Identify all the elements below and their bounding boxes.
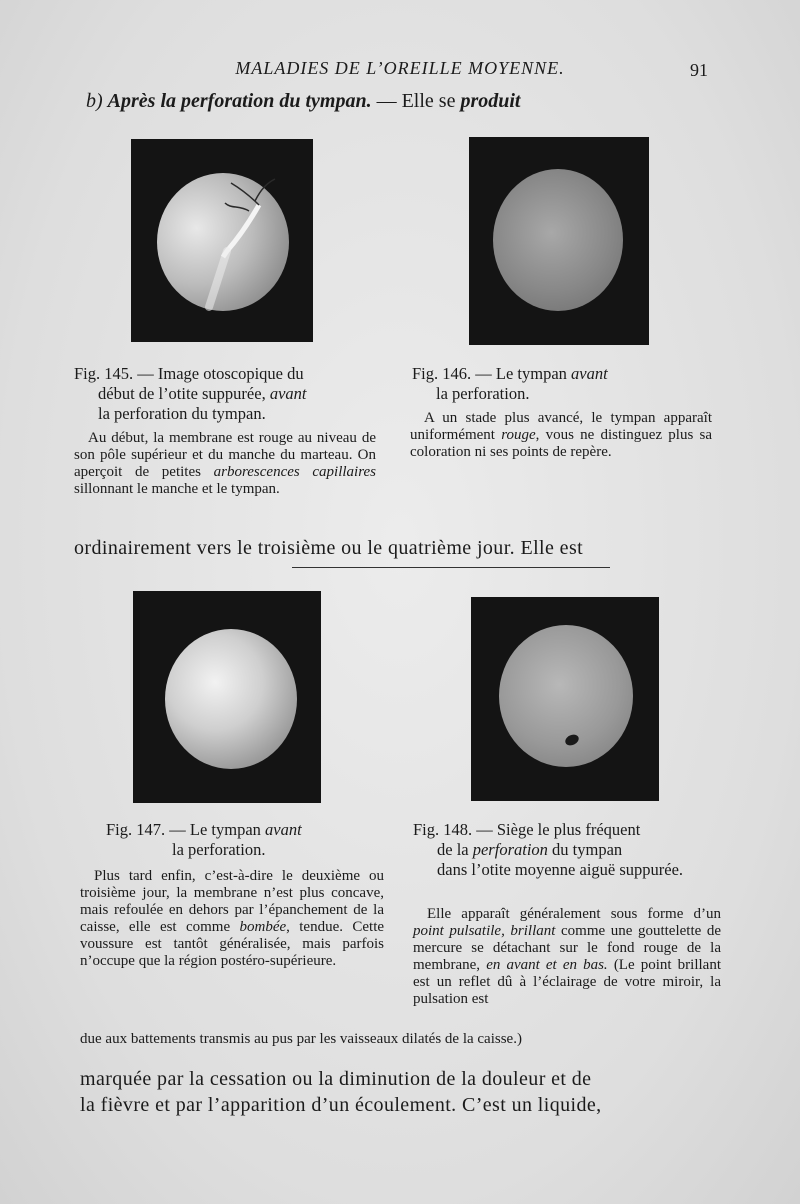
fig148-desc-em2: en avant et en bas. [486, 957, 608, 973]
figure-147-caption [106, 820, 396, 860]
figure-146-plate [469, 137, 649, 345]
fig146-desc-text-b: , vous ne distinguez plus sa coloration ni ses points de repère. [410, 427, 713, 460]
fig148-desc-em1: point pulsatile, brillant [413, 923, 556, 939]
fig145-desc-text-b: sillonnant le manche et le tympan. [74, 481, 280, 497]
fig147-caption-line2: la perforation. [172, 840, 266, 859]
section-heading-line [86, 90, 521, 113]
fig148-caption-line3: dans l’otite moyenne aiguë suppurée. [437, 860, 684, 879]
fig147-desc-text-a: Plus tard enfin, c’est-à-dire le deuxième ou troisième jour, la membrane n’est plus concave, mais refoulée en dehors par l’épanchement de la caisse, elle est comme [80, 868, 384, 935]
eardrum-image [493, 169, 623, 311]
figure-148-description-continuation: due aux battements transmis au pus par les vaisseaux dilatés de la caisse.) [80, 1031, 522, 1047]
fig148-caption-line1: Fig. 148. — Siège le plus fréquent [413, 820, 641, 839]
fig145-caption-line2-text: début de l’otite suppurée, [98, 384, 266, 403]
page-number: 91 [690, 60, 708, 80]
fig145-caption-line2 [74, 384, 384, 404]
fig148-caption-line2-text-a: de la [437, 840, 469, 859]
fig147-caption-line1-text: Fig. 147. — Le tympan [106, 820, 261, 839]
body-bottom-line-2: la fièvre et par l’apparition d’un écoulement. C’est un liquide, [80, 1094, 602, 1116]
fig147-desc-em: bombée [239, 919, 287, 935]
figure-148-plate [471, 597, 659, 801]
figure-146-caption [412, 364, 722, 404]
eardrum-image [499, 625, 633, 767]
running-title: MALADIES DE L’OREILLE MOYENNE. [235, 58, 565, 78]
fig145-desc-em: arborescences capillaires [213, 464, 376, 480]
figure-145-caption [74, 364, 384, 424]
section-lead-bold: produit [460, 90, 521, 112]
fig147-caption-line1-em: avant [265, 820, 302, 839]
section-title: Après la perforation du tympan. [107, 90, 372, 112]
fig148-desc-text-b: comme une gouttelette de mercure se détachant sur le fond rouge de la membrane, [413, 923, 722, 973]
section-lead: Elle se [401, 90, 456, 112]
fig146-caption-line1-text: Fig. 146. — Le tympan [412, 364, 567, 383]
fig145-caption-line2-em: avant [269, 384, 307, 403]
fig148-caption-line2 [413, 840, 723, 860]
section-label: b) [86, 90, 103, 112]
malleus-vessels-drawing [131, 139, 313, 342]
fig146-caption-line2: la perforation. [436, 384, 530, 403]
middle-rule [292, 567, 610, 568]
fig147-desc-text-b: , tendue. Cette voussure est tantôt généralisée, mais parfois n’occupe que la région postéro-supérieure. [80, 919, 385, 969]
fig146-desc-text-a: A un stade plus avancé, le tympan apparaît uniformément [410, 410, 712, 443]
figure-148-caption [413, 820, 723, 880]
figure-146-description [410, 410, 712, 461]
fig145-caption-line3: la perforation du tympan. [98, 404, 266, 423]
figure-148-description [413, 906, 721, 1008]
figure-145-description [74, 430, 376, 498]
fig148-caption-line2-text-b: du tympan [552, 840, 623, 859]
fig146-caption-line1-em: avant [571, 364, 608, 383]
fig148-desc-text-c: (Le point brillant est un reflet dû à l’éclairage de votre miroir, la pulsation est [413, 957, 722, 1007]
fig146-desc-em: rouge [501, 427, 536, 443]
fig148-caption-line2-em: perforation [472, 840, 548, 859]
body-bottom-line-1: marquée par la cessation ou la diminution de la douleur et de [80, 1068, 592, 1090]
section-dash: — [376, 90, 397, 112]
fig145-caption-line1: Fig. 145. — Image otoscopique du [74, 364, 304, 383]
fig146-caption-line1 [412, 364, 722, 384]
figure-147-description [80, 868, 384, 970]
fig147-caption-line1 [106, 820, 396, 840]
figure-145-plate [131, 139, 313, 342]
fig145-desc-text-a: Au début, la membrane est rouge au niveau de son pôle supérieur et du manche du marteau. On aperçoit de petites [74, 430, 376, 480]
eardrum-image [165, 629, 297, 769]
body-middle-line: ordinairement vers le troisième ou le quatrième jour. Elle est [74, 537, 584, 559]
fig148-desc-text-a: Elle apparaît généralement sous forme d’un [427, 906, 721, 922]
figure-147-plate [133, 591, 321, 803]
